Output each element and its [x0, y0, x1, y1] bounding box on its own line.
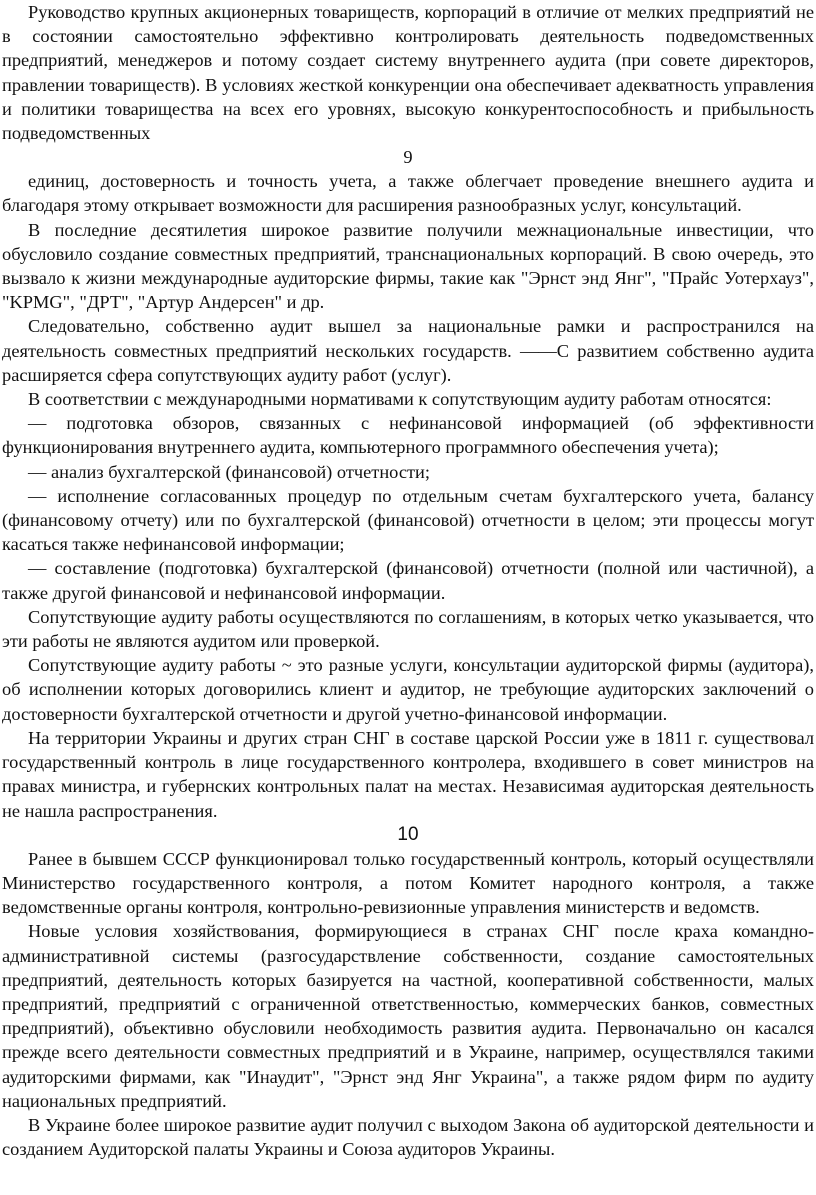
paragraph: единиц, достоверность и точность учета, а также облегчает проведение внешнего аудита и благодаря этому открывает возможности для расширения разнообразных услуг, консультаций.: [2, 171, 814, 216]
paragraph: Ранее в бывшем СССР функционировал только государственный контроль, который осуществляли Министерство государственного контроля, а потом Комитет народного контроля, а также ведомственные органы контроля, контрольно-ревизионные управления министерств и ведомств.: [2, 848, 814, 918]
page-number: 9: [403, 147, 413, 168]
paragraph: В Украине более широкое развитие аудит получил с выходом Закона об аудиторской деятельности и созданием Аудиторской палаты Украины и Союза аудиторов Украины.: [2, 1114, 814, 1160]
list-item: — подготовка обзоров, связанных с нефинансовой информацией (об эффективности функционирования внутреннего аудита, компьютерного программного обеспечения учета);: [2, 413, 814, 458]
page-number: 10: [397, 823, 419, 845]
paragraph: Следовательно, собственно аудит вышел за национальные рамки и распространился на деятельность совместных предприятий нескольких государств. ——С развитием собственно аудита расширяется сфера сопутствующих аудиту работ (услуг).: [2, 316, 814, 385]
paragraph: В соответствии с международными нормативами к сопутствующим аудиту работам относятся:: [28, 389, 772, 410]
list-item: — составление (подготовка) бухгалтерской (финансовой) отчетности (полной или частичной), а также другой финансовой и нефинансовой информации.: [2, 558, 814, 603]
paragraph: Сопутствующие аудиту работы осуществляются по соглашениям, в которых четко указывается, что эти работы не являются аудитом или проверкой.: [2, 606, 814, 652]
paragraph: Новые условия хозяйствования, формирующиеся в странах СНГ после краха командно-административной системы (разгосударствление собственности, создание самостоятельных предприятий, деятельность которых базируется на частной, кооперативной собственности, малых предприятий, предприятий с ограниченной ответственностью, коммерческих банков, совместных предприятий), объективно обусловили необходимость развития аудита. Первоначально он касался прежде всего деятельности совместных предприятий и в Украине, например, осуществлялся такими аудиторскими фирмами, как "Инаудит", "Эрнст энд Янг Украина", а также рядом фирм по аудиту национальных предприятий.: [2, 921, 814, 1111]
paragraph: На территории Украины и других стран СНГ в составе царской России уже в 1811 г. существовал государственный контроль в лице государственного контролера, входившего в совет министров на правах министра, и губернских контрольных палат на местах. Независимая аудиторская деятельность не нашла распространения.: [2, 727, 814, 821]
paragraph: В последние десятилетия широкое развитие получили межнациональные инвестиции, что обусловило создание совместных предприятий, транснациональных корпораций. В свою очередь, это вызвало к жизни международные аудиторские фирмы, такие как "Эрнст энд Янг", "Прайс Уотерхауз", "KPMG", "ДРТ", "Артур Андерсен" и др.: [2, 219, 814, 313]
paragraph: Сопутствующие аудиту работы ~ это разные услуги, консультации аудиторской фирмы (аудитора), об исполнении которых договорились клиент и аудитор, не требующие аудиторских заключений о достоверности бухгалтерской отчетности и другой учетно-финансовой информации.: [2, 655, 814, 724]
paragraph: Руководство крупных акционерных товариществ, корпораций в отличие от мелких предприятий не в состоянии самостоятельно эффективно контролировать деятельность подведомственных предприятий, менеджеров и потому создает систему внутреннего аудита (при совете директоров, правлении товариществ). В условиях жесткой конкуренции она обеспечивает адекватность управления и политики товарищества на всех его уровнях, высокую конкурентоспособность и прибыльность подведомственных: [2, 2, 814, 144]
list-item: — исполнение согласованных процедур по отдельным счетам бухгалтерского учета, балансу (финансовому отчету) или по бухгалтерской (финансовой) отчетности в целом; эти процессы могут касаться также нефинансовой информации;: [2, 485, 814, 555]
list-item: — анализ бухгалтерской (финансовой) отчетности;: [28, 461, 430, 482]
